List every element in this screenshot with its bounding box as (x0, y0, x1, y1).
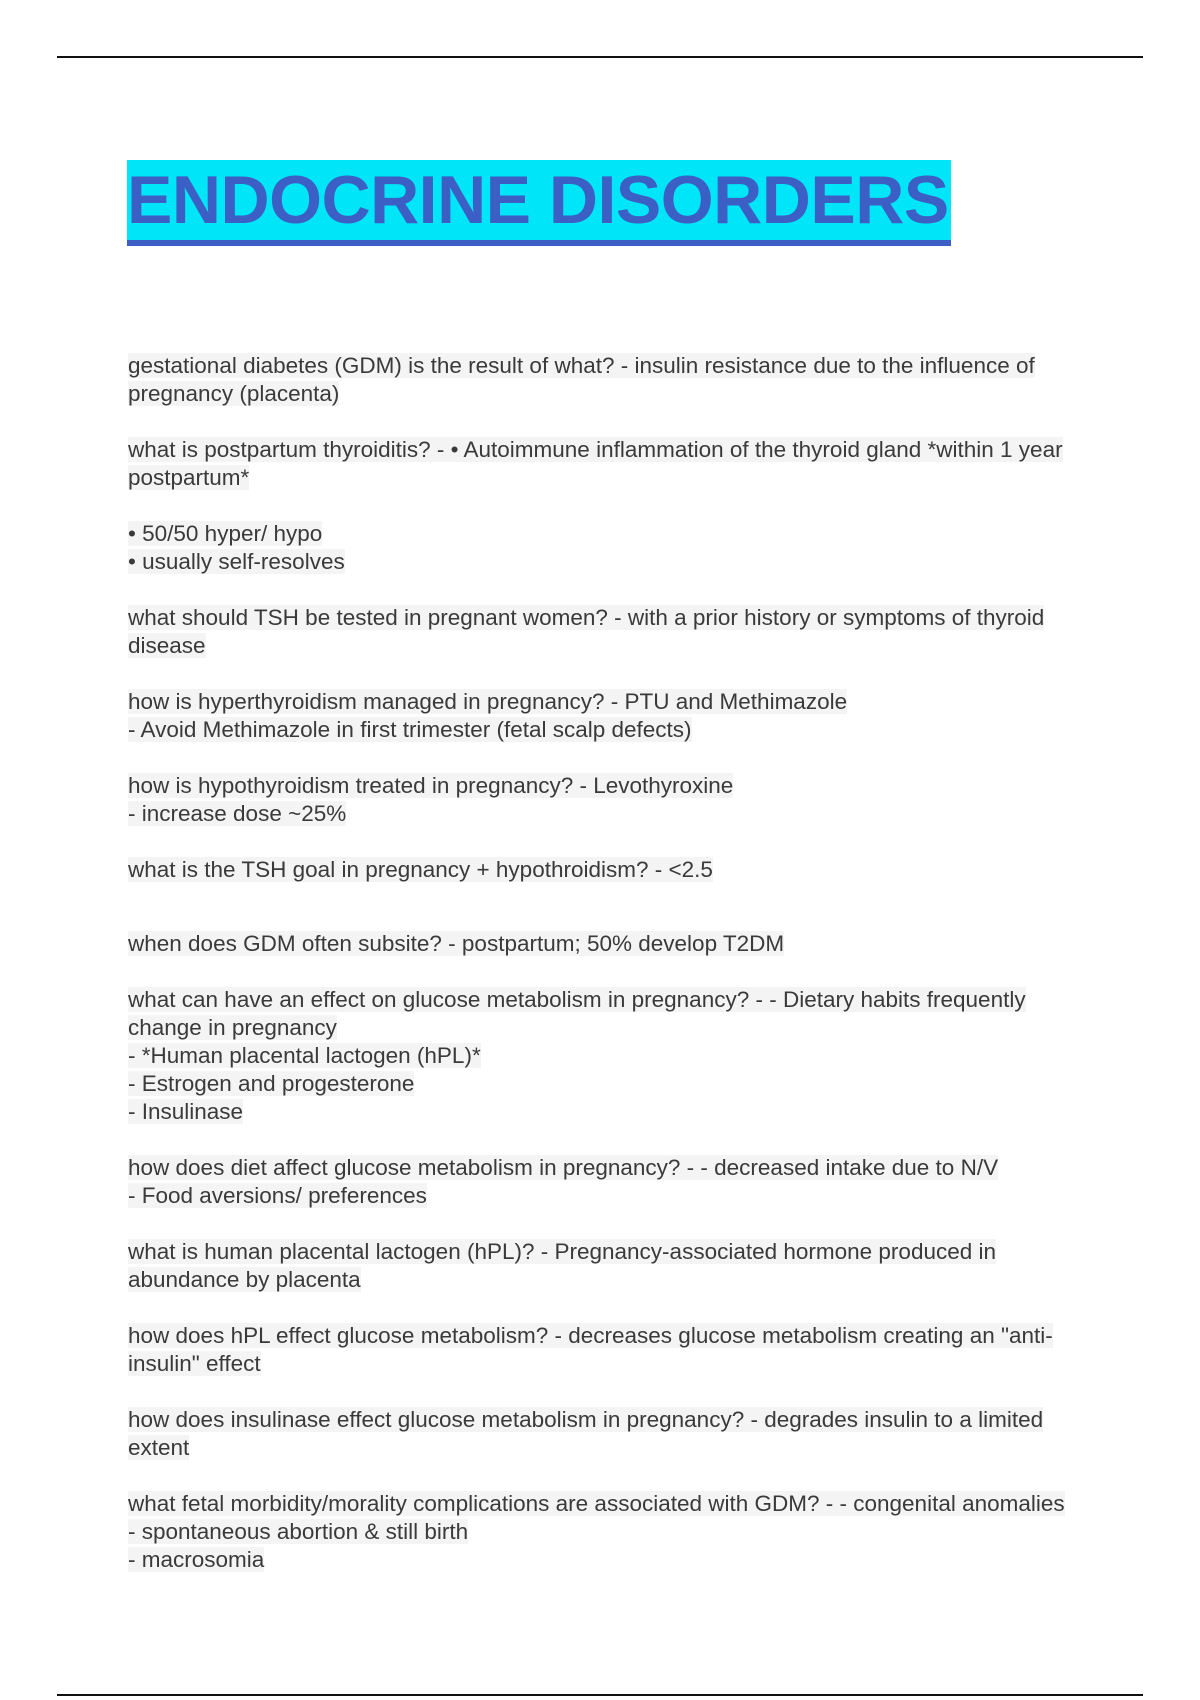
flashcard-text: extent (128, 1435, 190, 1460)
flashcard-text: - Insulinase (128, 1099, 244, 1124)
flashcard-line (128, 548, 1138, 576)
flashcard-item (128, 856, 1138, 884)
flashcard-line (128, 1546, 1138, 1574)
flashcard-line (128, 436, 1138, 464)
flashcard-line (128, 772, 1138, 800)
flashcard-line (128, 1042, 1138, 1070)
flashcard-item (128, 520, 1138, 576)
flashcard-line (128, 1070, 1138, 1098)
flashcard-text: - Food aversions/ preferences (128, 1183, 427, 1208)
flashcard-line (128, 1322, 1138, 1350)
flashcard-text: insulin" effect (128, 1351, 261, 1376)
flashcard-item (128, 1490, 1138, 1574)
flashcard-line (128, 800, 1138, 828)
flashcard-text: postpartum* (128, 465, 250, 490)
flashcard-text: - *Human placental lactogen (hPL)* (128, 1043, 481, 1068)
flashcard-line (128, 716, 1138, 744)
flashcard-text: • usually self-resolves (128, 549, 345, 574)
flashcard-text: how does insulinase effect glucose metabolism in pregnancy? - degrades insulin to a limited (128, 1407, 1044, 1432)
flashcard-text: when does GDM often subsite? - postpartum; 50% develop T2DM (128, 931, 785, 956)
flashcard-line (128, 1154, 1138, 1182)
flashcard-item (128, 772, 1138, 828)
flashcard-list (128, 352, 1138, 1602)
flashcard-line (128, 856, 1138, 884)
flashcard-text: - increase dose ~25% (128, 801, 347, 826)
top-rule (57, 56, 1143, 58)
flashcard-item (128, 688, 1138, 744)
flashcard-line (128, 464, 1138, 492)
flashcard-item (128, 604, 1138, 660)
flashcard-line (128, 1098, 1138, 1126)
flashcard-text: disease (128, 633, 206, 658)
flashcard-text: - Avoid Methimazole in first trimester (fetal scalp defects) (128, 717, 692, 742)
flashcard-line (128, 380, 1138, 408)
flashcard-line (128, 1014, 1138, 1042)
flashcard-text: what should TSH be tested in pregnant women? - with a prior history or symptoms of thyroid (128, 605, 1045, 630)
flashcard-text: - macrosomia (128, 1547, 265, 1572)
page-title: ENDOCRINE DISORDERS (127, 160, 951, 246)
flashcard-item (128, 1322, 1138, 1378)
flashcard-text: - spontaneous abortion & still birth (128, 1519, 469, 1544)
flashcard-text: • 50/50 hyper/ hypo (128, 521, 323, 546)
flashcard-text: how does hPL effect glucose metabolism? - decreases glucose metabolism creating an "anti- (128, 1323, 1053, 1348)
flashcard-text: how does diet affect glucose metabolism in pregnancy? - - decreased intake due to N/V (128, 1155, 999, 1180)
flashcard-text: what is human placental lactogen (hPL)? - Pregnancy-associated hormone produced in (128, 1239, 997, 1264)
flashcard-text: change in pregnancy (128, 1015, 337, 1040)
flashcard-item (128, 1154, 1138, 1210)
flashcard-text: gestational diabetes (GDM) is the result of what? - insulin resistance due to the influence of (128, 353, 1035, 378)
flashcard-text: what can have an effect on glucose metabolism in pregnancy? - - Dietary habits frequently (128, 987, 1026, 1012)
flashcard-line (128, 604, 1138, 632)
flashcard-line (128, 1266, 1138, 1294)
flashcard-item (128, 930, 1138, 958)
flashcard-line (128, 1182, 1138, 1210)
flashcard-item (128, 436, 1138, 492)
flashcard-text: how is hyperthyroidism managed in pregnancy? - PTU and Methimazole (128, 689, 848, 714)
flashcard-line (128, 986, 1138, 1014)
bottom-rule (57, 1694, 1143, 1696)
flashcard-line (128, 352, 1138, 380)
flashcard-text: what is the TSH goal in pregnancy + hypothroidism? - <2.5 (128, 857, 713, 882)
flashcard-line (128, 688, 1138, 716)
flashcard-item (128, 352, 1138, 408)
flashcard-text: abundance by placenta (128, 1267, 361, 1292)
flashcard-text: how is hypothyroidism treated in pregnancy? - Levothyroxine (128, 773, 734, 798)
flashcard-line (128, 1518, 1138, 1546)
flashcard-item (128, 1406, 1138, 1462)
flashcard-line (128, 632, 1138, 660)
flashcard-text: - Estrogen and progesterone (128, 1071, 415, 1096)
flashcard-line (128, 1434, 1138, 1462)
flashcard-item (128, 1238, 1138, 1294)
flashcard-line (128, 930, 1138, 958)
flashcard-text: pregnancy (placenta) (128, 381, 340, 406)
flashcard-line (128, 520, 1138, 548)
title-block (127, 160, 951, 246)
flashcard-line (128, 1406, 1138, 1434)
flashcard-line (128, 1238, 1138, 1266)
flashcard-item (128, 986, 1138, 1126)
flashcard-text: what is postpartum thyroiditis? - • Autoimmune inflammation of the thyroid gland *within 1 year (128, 437, 1063, 462)
flashcard-line (128, 1350, 1138, 1378)
flashcard-text: what fetal morbidity/morality complications are associated with GDM? - - congenital anomalies (128, 1491, 1065, 1516)
flashcard-line (128, 1490, 1138, 1518)
